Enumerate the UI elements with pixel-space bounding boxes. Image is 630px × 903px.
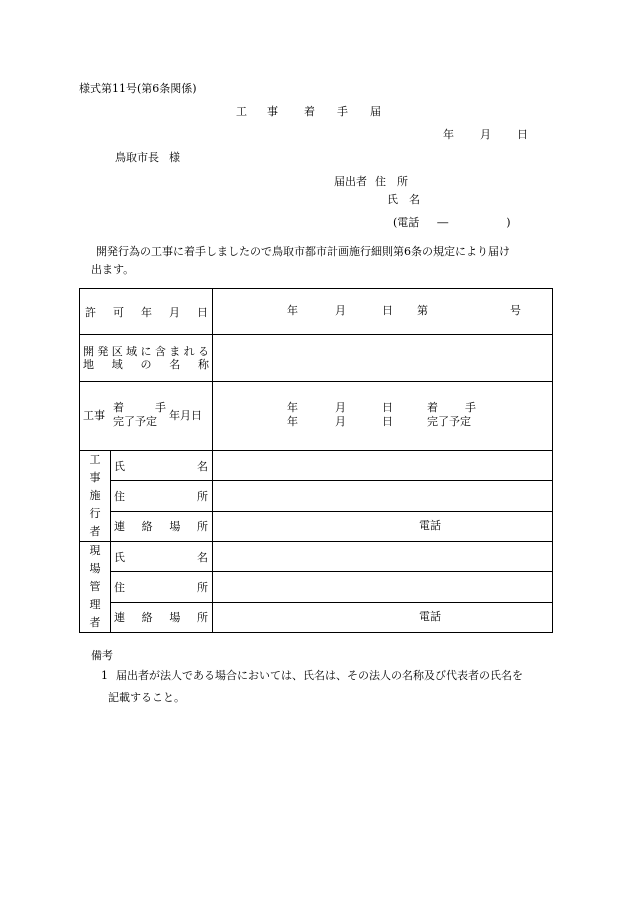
notification-table (79, 288, 553, 633)
manager-address-value[interactable] (213, 572, 553, 602)
contractor-name-value[interactable] (213, 451, 553, 481)
submission-date: 年 月 日 (443, 128, 528, 141)
notifier-address: 届出者 住 所 (334, 175, 408, 188)
permit-date-label: 許 可 年 月 日 (80, 289, 213, 335)
work-dates-label: 工事 着 手 完了予定 年月日 (80, 382, 213, 451)
site-manager-label: 現場管理者 (80, 542, 111, 633)
contractor-address-row (80, 481, 553, 511)
contractor-label: 工事施行者 (80, 451, 111, 542)
form-number: 様式第11号(第6条関係) (79, 82, 197, 95)
manager-contact-value[interactable]: 電話 (213, 602, 553, 632)
contractor-contact-row (80, 511, 553, 541)
permit-date-value[interactable]: 年 月 日 第 号 (213, 289, 553, 335)
work-dates-row (80, 382, 553, 451)
contractor-address-label: 住 所 (111, 481, 213, 511)
manager-address-row (80, 572, 553, 602)
manager-address-label: 住 所 (111, 572, 213, 602)
manager-name-row (80, 542, 553, 572)
document-title: 工 事 着 手 届 (236, 105, 381, 118)
notes-item-1: 1 届出者が法人である場合においては、氏名は、その法人の名称及び代表者の氏名を (101, 669, 523, 682)
contractor-contact-label: 連 絡 場 所 (111, 511, 213, 541)
work-dates-value[interactable]: 年 月 日 着 手 年 月 日 完了予定 (213, 382, 553, 451)
notifier-name: 氏 名 (387, 193, 420, 206)
contractor-contact-value[interactable]: 電話 (213, 511, 553, 541)
development-area-label: 開 発 区 域 に 含 ま れ る 地 域 の 名 称 (80, 335, 213, 382)
contractor-address-value[interactable] (213, 481, 553, 511)
notes-title: 備考 (91, 649, 113, 662)
body-text-line2: 出ます。 (91, 263, 135, 276)
development-area-value[interactable] (213, 335, 553, 382)
addressee: 鳥取市長 様 (115, 151, 180, 164)
permit-date-row (80, 289, 553, 335)
body-text-line1: 開発行為の工事に着手しましたので鳥取市都市計画施行細則第6条の規定により届け (96, 245, 510, 258)
manager-name-label: 氏 名 (111, 542, 213, 572)
manager-contact-label: 連 絡 場 所 (111, 602, 213, 632)
development-area-row (80, 335, 553, 382)
notes-item-1-cont: 記載すること。 (108, 691, 185, 704)
contractor-name-row (80, 451, 553, 481)
manager-contact-row (80, 602, 553, 632)
notifier-tel: (電話 ― ) (393, 216, 511, 229)
manager-name-value[interactable] (213, 542, 553, 572)
contractor-name-label: 氏 名 (111, 451, 213, 481)
